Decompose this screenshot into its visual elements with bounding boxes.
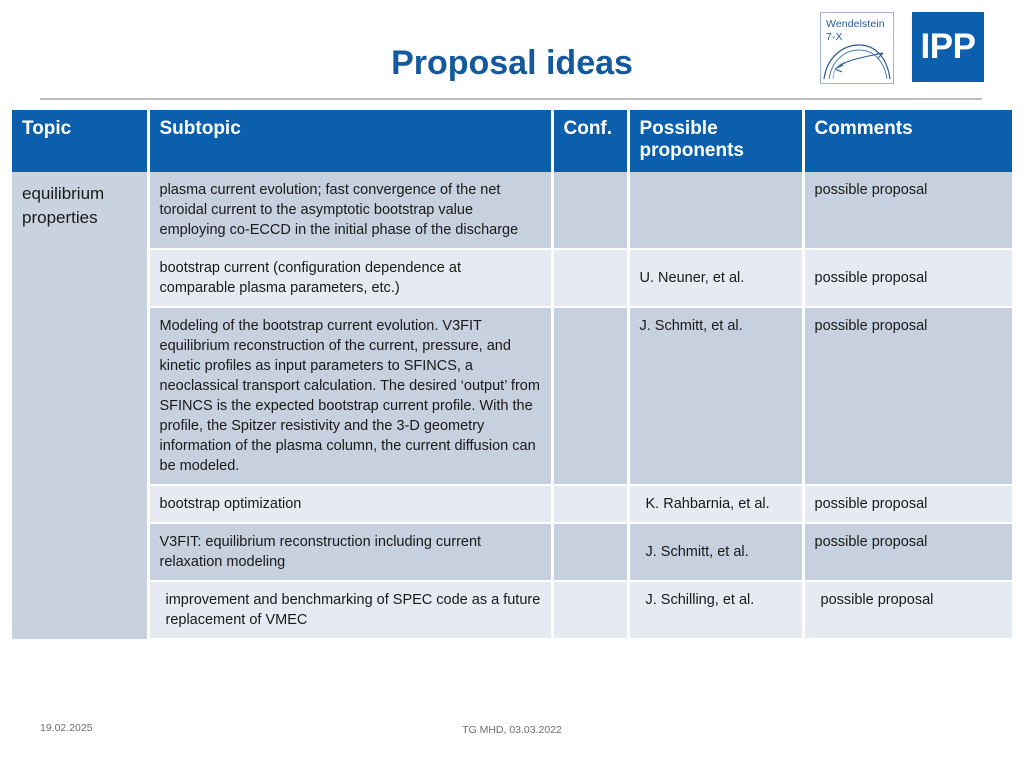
comments-cell: possible proposal [803, 523, 1012, 581]
proponents-cell: J. Schmitt, et al. [628, 307, 803, 485]
subtopic-cell: bootstrap optimization [148, 485, 552, 523]
ipp-logo-label: IPP [920, 27, 976, 66]
column-header-topic: Topic [12, 110, 148, 172]
subtopic-cell: bootstrap current (configuration dependence at comparable plasma parameters, etc.) [148, 249, 552, 307]
subtopic-cell: improvement and benchmarking of SPEC code as a future replacement of VMEC [148, 581, 552, 639]
proponents-cell: J. Schilling, et al. [628, 581, 803, 639]
page-title: Proposal ideas [391, 44, 633, 82]
proponents-cell: K. Rahbarnia, et al. [628, 485, 803, 523]
column-header-conf: Conf. [552, 110, 628, 172]
column-header-proponents-line2: proponents [639, 140, 744, 161]
table-row [12, 307, 1012, 485]
table-row [12, 581, 1012, 639]
conf-cell [552, 581, 628, 639]
proponents-cell: U. Neuner, et al. [628, 249, 803, 307]
column-header-proponents [628, 110, 803, 172]
conf-cell [552, 249, 628, 307]
wendelstein-7x-logo-line2: 7-X [826, 31, 843, 43]
comments-cell: possible proposal [803, 249, 1012, 307]
table-row [12, 485, 1012, 523]
comments-cell: possible proposal [803, 307, 1012, 485]
conf-cell [552, 523, 628, 581]
wendelstein-7x-logo-line1: Wendelstein [826, 18, 885, 30]
topic-cell: equilibrium properties [12, 172, 148, 639]
subtopic-cell: plasma current evolution; fast convergence of the net toroidal current to the asymptotic bootstrap value employing co-ECCD in the initial phase of the discharge [148, 172, 552, 249]
table-row [12, 249, 1012, 307]
proponents-cell [628, 172, 803, 249]
subtopic-cell: V3FIT: equilibrium reconstruction including current relaxation modeling [148, 523, 552, 581]
comments-cell: possible proposal [803, 485, 1012, 523]
conf-cell [552, 485, 628, 523]
column-header-subtopic: Subtopic [148, 110, 552, 172]
subtopic-cell: Modeling of the bootstrap current evolution. V3FIT equilibrium reconstruction of the current, pressure, and kinetic profiles as input parameters to SFINCS, a neoclassical transport calculation. The desired ‘output’ from SFINCS is the expected bootstrap current profile. With the profile, the Spitzer resistivity and the 3-D geometry information of the plasma column, the current diffusion can be modeled. [148, 307, 552, 485]
table-row [12, 523, 1012, 581]
footer-date: 19.02.2025 [40, 722, 93, 734]
conf-cell [552, 307, 628, 485]
table-row [12, 172, 1012, 249]
proponents-cell: J. Schmitt, et al. [628, 523, 803, 581]
comments-cell: possible proposal [803, 581, 1012, 639]
conf-cell [552, 172, 628, 249]
column-header-comments: Comments [803, 110, 1012, 172]
proposal-ideas-table [12, 110, 1012, 640]
table-header-row [12, 110, 1012, 172]
footer-meeting-label: TG MHD, 03.03.2022 [462, 724, 562, 736]
column-header-proponents-line1: Possible [639, 118, 718, 139]
comments-cell: possible proposal [803, 172, 1012, 249]
title-divider [40, 98, 982, 100]
